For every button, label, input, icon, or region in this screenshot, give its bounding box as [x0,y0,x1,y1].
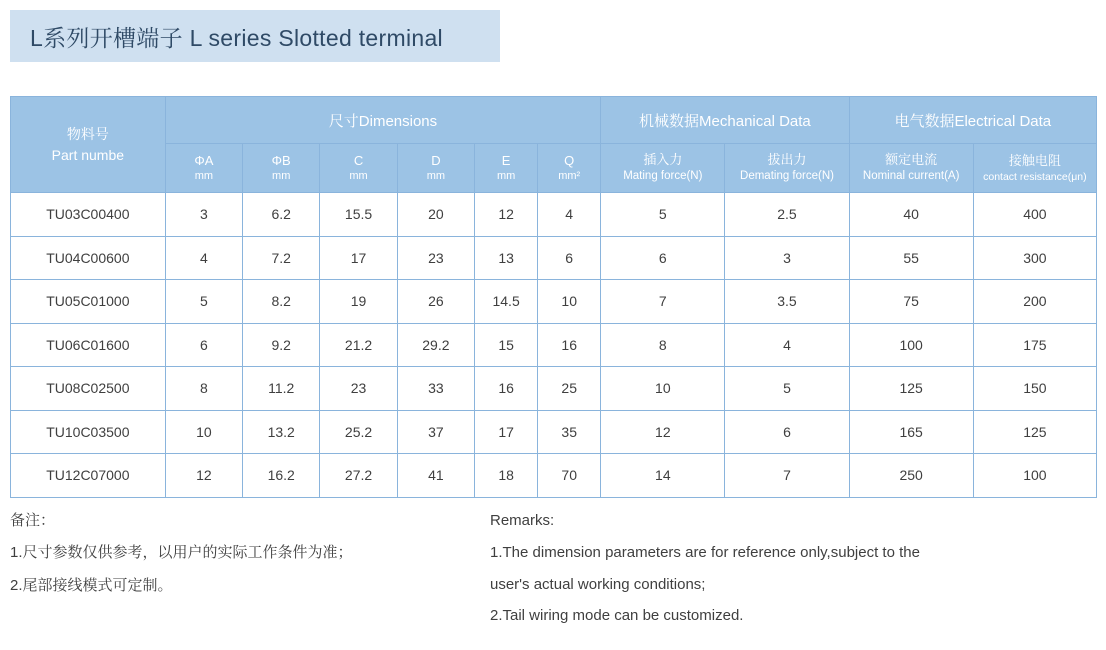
sub-name-a: ΦA [194,152,214,168]
cell-part-number: TU05C01000 [11,280,166,324]
cell-part-number: TU03C00400 [11,193,166,237]
cell-e: 18 [475,454,538,498]
table-row [11,193,1097,237]
cell-mating-force: 7 [601,280,725,324]
cell-phi-b: 13.2 [243,410,320,454]
sub-name-c: C [353,152,364,168]
cell-phi-b: 9.2 [243,323,320,367]
sub-unit-b: mm [272,170,291,183]
cell-q: 35 [538,410,601,454]
remarks-en-line-2: 2.Tail wiring mode can be customized. [490,607,744,625]
table-row [11,367,1097,411]
sub-name-q: Q [564,152,575,168]
cell-contact-resistance: 400 [973,193,1096,237]
table-row [11,323,1097,367]
cell-phi-b: 7.2 [243,236,320,280]
cell-contact-resistance: 175 [973,323,1096,367]
table-body [11,193,1097,498]
remarks-en-title: Remarks: [490,512,555,529]
cell-c: 23 [320,367,397,411]
cell-q: 6 [538,236,601,280]
col-header-part-number [11,97,166,193]
cell-d: 23 [397,236,474,280]
sub-name-e: E [501,152,511,168]
part-header-en: Part numbe [51,146,125,163]
cell-q: 10 [538,280,601,324]
remarks-cn-line-1: 1.尺寸参数仅供参考，以用户的实际工作条件为准； [10,544,353,562]
cell-mating-force: 10 [601,367,725,411]
col-group-electrical: 电气数据Electrical Data [849,97,1096,144]
col-group-dimensions: 尺寸Dimensions [165,97,601,144]
cell-c: 17 [320,236,397,280]
cell-q: 4 [538,193,601,237]
table-row [11,236,1097,280]
cell-mating-force: 8 [601,323,725,367]
cell-demating-force: 4 [725,323,849,367]
cell-nominal-current: 40 [849,193,973,237]
cell-e: 13 [475,236,538,280]
table-row [11,410,1097,454]
cell-q: 16 [538,323,601,367]
sub-unit-a: mm [194,170,214,183]
remarks-en-line-1b: user's actual working conditions; [490,575,706,593]
cell-demating-force: 5 [725,367,849,411]
cell-contact-resistance: 125 [973,410,1096,454]
sub-name-b: ΦB [271,152,291,168]
cell-phi-a: 10 [165,410,242,454]
cell-part-number: TU08C02500 [11,367,166,411]
col-group-mechanical: 机械数据Mechanical Data [601,97,849,144]
cell-phi-b: 16.2 [243,454,320,498]
sub-unit-e: mm [496,170,516,183]
cell-e: 17 [475,410,538,454]
sub-name-demating: 拔出力 [767,152,807,168]
page-title: L系列开槽端子 L series Slotted terminal [30,24,443,51]
cell-phi-a: 12 [165,454,242,498]
sub-unit-current: Nominal current(A) [862,170,960,183]
cell-c: 15.5 [320,193,397,237]
col-header-demating-force [725,144,849,193]
table-head [11,97,1097,193]
col-header-e [475,144,538,193]
cell-contact-resistance: 200 [973,280,1096,324]
sub-name-d: D [431,152,441,168]
remarks-en-line-1a: 1.The dimension parameters are for reference only,subject to the [490,544,920,562]
cell-phi-a: 8 [165,367,242,411]
sub-unit-demating: Demating force(N) [740,170,834,183]
cell-phi-a: 4 [165,236,242,280]
cell-q: 70 [538,454,601,498]
cell-nominal-current: 165 [849,410,973,454]
cell-mating-force: 5 [601,193,725,237]
cell-nominal-current: 125 [849,367,973,411]
col-header-nominal-current [849,144,973,193]
cell-nominal-current: 55 [849,236,973,280]
cell-d: 41 [397,454,474,498]
cell-demating-force: 3 [725,236,849,280]
cell-phi-b: 8.2 [243,280,320,324]
table-row [11,280,1097,324]
part-header-cn: 物料号 [66,126,109,143]
spec-table-container [10,96,1097,498]
cell-contact-resistance: 150 [973,367,1096,411]
cell-q: 25 [538,367,601,411]
cell-demating-force: 7 [725,454,849,498]
cell-mating-force: 12 [601,410,725,454]
sub-unit-d: mm [426,170,446,183]
cell-e: 14.5 [475,280,538,324]
remarks-cn-title: 备注： [10,512,56,529]
cell-part-number: TU10C03500 [11,410,166,454]
cell-d: 29.2 [397,323,474,367]
cell-d: 33 [397,367,474,411]
cell-demating-force: 6 [725,410,849,454]
spec-table [10,96,1097,498]
cell-d: 26 [397,280,474,324]
cell-phi-a: 6 [165,323,242,367]
cell-nominal-current: 100 [849,323,973,367]
cell-c: 21.2 [320,323,397,367]
cell-phi-b: 11.2 [243,367,320,411]
col-header-contact-resistance [973,144,1096,193]
cell-nominal-current: 250 [849,454,973,498]
remarks-english [490,505,1090,632]
sub-name-current: 额定电流 [885,152,938,168]
sub-unit-mating: Mating force(N) [623,170,703,183]
col-header-mating-force [601,144,725,193]
cell-contact-resistance: 300 [973,236,1096,280]
cell-part-number: TU06C01600 [11,323,166,367]
cell-phi-a: 5 [165,280,242,324]
cell-contact-resistance: 100 [973,454,1096,498]
sub-unit-c: mm [349,170,368,183]
table-row [11,454,1097,498]
cell-phi-a: 3 [165,193,242,237]
cell-part-number: TU12C07000 [11,454,166,498]
cell-e: 15 [475,323,538,367]
cell-part-number: TU04C00600 [11,236,166,280]
cell-demating-force: 3.5 [725,280,849,324]
col-header-d [397,144,474,193]
cell-e: 12 [475,193,538,237]
cell-c: 19 [320,280,397,324]
cell-e: 16 [475,367,538,411]
sub-name-resistance: 接触电阻 [1008,153,1061,169]
sub-unit-q: mm² [558,170,581,183]
cell-d: 20 [397,193,474,237]
cell-d: 37 [397,410,474,454]
remarks-section [10,505,1100,632]
col-header-phi-b [243,144,320,193]
col-header-q [538,144,601,193]
table-header-group-row [11,97,1097,144]
page-title-banner [10,10,500,62]
sub-unit-resistance: contact resistance(μn) [983,170,1087,183]
cell-mating-force: 14 [601,454,725,498]
remarks-cn-line-2: 2.尾部接线模式可定制。 [10,576,173,594]
cell-demating-force: 2.5 [725,193,849,237]
cell-c: 25.2 [320,410,397,454]
sub-name-mating: 插入力 [643,152,683,168]
table-header-sub-row [11,144,1097,193]
cell-c: 27.2 [320,454,397,498]
col-header-c [320,144,397,193]
col-header-phi-a [165,144,242,193]
remarks-chinese [10,505,490,632]
cell-phi-b: 6.2 [243,193,320,237]
cell-nominal-current: 75 [849,280,973,324]
cell-mating-force: 6 [601,236,725,280]
